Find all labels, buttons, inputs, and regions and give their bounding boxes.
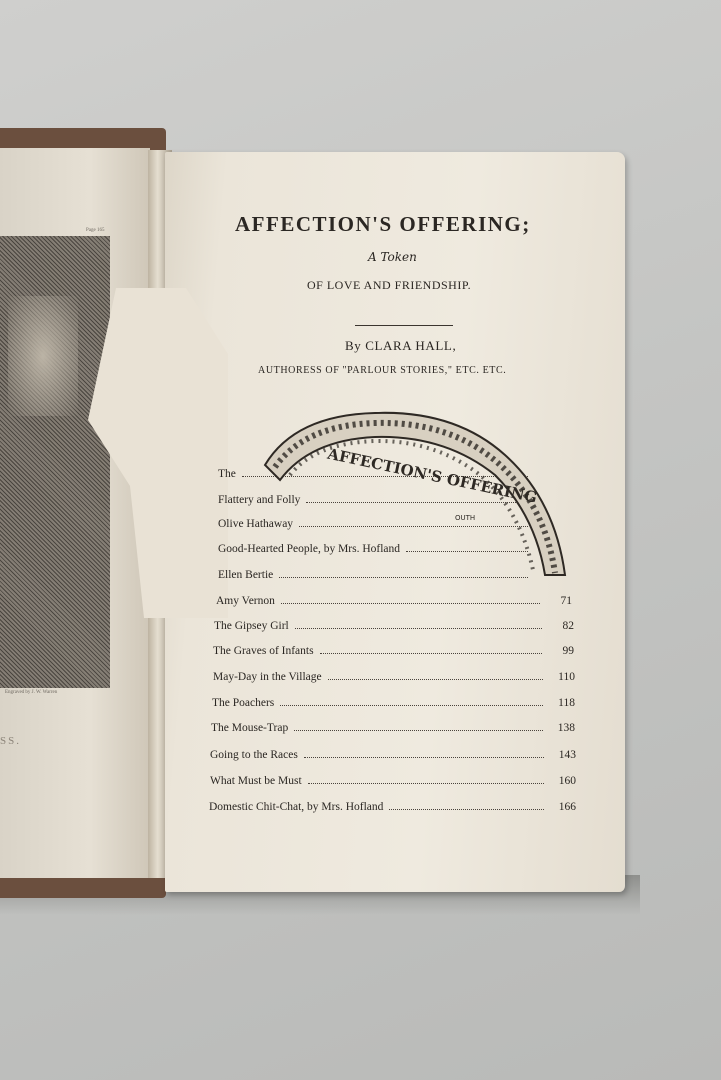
toc-entry-title: The Poachers <box>212 697 275 709</box>
toc-entry-title: Ellen Bertie <box>218 569 274 581</box>
toc-entry-page: 71 <box>560 595 572 607</box>
toc-entry-title: The Gipsey Girl <box>214 620 289 632</box>
toc-entry <box>210 775 576 787</box>
toc-entry-page: 99 <box>562 645 574 657</box>
toc-entry-page: 143 <box>558 749 576 761</box>
toc-entry <box>209 801 576 813</box>
toc-leader-dots <box>294 730 543 731</box>
stamp-small-text: OUTH <box>455 514 476 522</box>
plate-fragment-text: SS. <box>0 735 21 747</box>
frontispiece-engraving <box>0 236 110 688</box>
toc-entry-title: May-Day in the Village <box>213 671 322 683</box>
toc-leader-dots <box>389 809 544 810</box>
toc-entry <box>214 620 574 632</box>
book-subtitle-line2: OF LOVE AND FRIENDSHIP. <box>307 278 472 292</box>
toc-entry <box>210 749 576 761</box>
toc-entry-title: Flattery and Folly <box>218 494 301 506</box>
stamp-text: AFFECTION'S OFFERING <box>325 444 539 507</box>
toc-entry-page: 110 <box>558 671 575 683</box>
toc-entry-page: 166 <box>558 801 576 813</box>
title-stamp-ornament <box>255 405 575 580</box>
book-author: By CLARA HALL, <box>345 338 457 353</box>
toc-entry-title: The Mouse-Trap <box>211 722 289 734</box>
toc-leader-dots <box>304 757 544 758</box>
engraver-credit: Engraved by J. W. Warren <box>5 690 58 695</box>
toc-entry <box>212 697 575 709</box>
toc-leader-dots <box>295 628 542 629</box>
engraving-highlight <box>8 296 78 416</box>
toc-entry-page: 118 <box>558 697 575 709</box>
toc-entry-page: 160 <box>558 775 576 787</box>
book-subtitle: A Token <box>368 250 417 264</box>
toc-entry-page: 138 <box>557 722 575 734</box>
toc-entry <box>211 722 575 734</box>
title-rule <box>355 325 453 326</box>
toc-entry <box>213 671 575 683</box>
toc-entry-title: Domestic Chit-Chat, by Mrs. Hofland <box>209 801 384 813</box>
toc-entry-title: Good-Hearted People, by Mrs. Hofland <box>218 543 401 555</box>
toc-entry-title: The Graves of Infants <box>213 645 314 657</box>
toc-leader-dots <box>320 653 542 654</box>
toc-leader-dots <box>280 705 543 706</box>
toc-entry-page: 82 <box>562 620 574 632</box>
toc-entry <box>216 595 572 607</box>
toc-entry <box>213 645 574 657</box>
toc-entry-title: Amy Vernon <box>216 595 275 607</box>
toc-entry-title: The <box>218 468 236 480</box>
engraving-page-label: Page 165 <box>86 228 105 233</box>
author-credits: AUTHORESS OF "PARLOUR STORIES," ETC. ETC. <box>258 365 507 376</box>
toc-entry-title: Olive Hathaway <box>218 518 294 530</box>
toc-leader-dots <box>308 783 544 784</box>
toc-leader-dots <box>281 603 540 604</box>
toc-entry-title: What Must be Must <box>210 775 302 787</box>
book-title: AFFECTION'S OFFERING; <box>235 212 531 236</box>
toc-entry-title: Going to the Races <box>210 749 298 761</box>
toc-leader-dots <box>328 679 543 680</box>
